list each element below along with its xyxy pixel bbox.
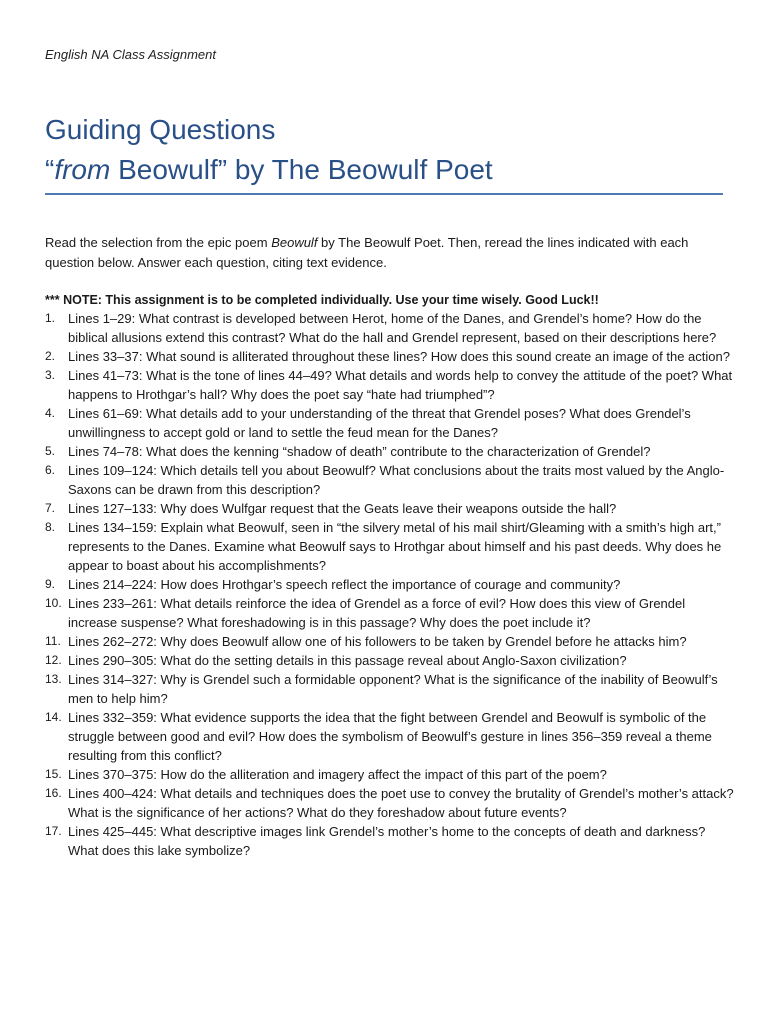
intro-poem-title: Beowulf [271,235,318,250]
question-item [45,366,735,404]
question-text: Lines 233–261: What details reinforce the idea of Grendel as a force of evil? How does this view of Grendel increase suspense? What foreshadowing is in this passage? Why does the poet include it? [68,596,686,630]
question-number: 5. [45,444,56,458]
question-item [45,309,735,347]
question-text: Lines 214–224: How does Hrothgar’s speech reflect the importance of courage and community? [68,577,621,592]
question-text: Lines 134–159: Explain what Beowulf, seen in “the silvery metal of his mail shirt/Gleaming with a smith’s high art,” represents to the Danes. Examine what Beowulf says to Hrothgar about himself and his past deeds. Why does he appear to boast about his accomplishments? [68,520,722,573]
question-item [45,347,735,366]
class-header: English NA Class Assignment [45,47,216,62]
page-title [45,110,723,190]
title-open-quote: “ [45,154,55,185]
question-list [45,309,735,860]
question-item [45,461,735,499]
question-item [45,499,735,518]
question-number: 10. [45,596,62,610]
intro-paragraph [45,233,735,272]
question-item [45,784,735,822]
intro-text-2: by The Beowulf Poet. Then, reread the lines indicated with each question below. Answer each question, citing text evidence. [45,235,689,270]
question-text: Lines 33–37: What sound is alliterated throughout these lines? How does this sound create an image of the action? [68,349,730,364]
question-item [45,518,735,575]
question-text: Lines 1–29: What contrast is developed between Herot, home of the Danes, and Grendel’s home? How do the biblical allusions extend this contrast? What do the hall and Grendel represent, based on their descriptions here? [68,311,717,345]
question-text: Lines 425–445: What descriptive images link Grendel’s mother’s home to the concepts of death and darkness? What does this lake symbolize? [68,824,706,858]
question-text: Lines 400–424: What details and techniques does the poet use to convey the brutality of Grendel’s mother’s attack? What is the significance of her actions? What do they foreshadow about future events? [68,786,734,820]
question-number: 4. [45,406,56,420]
question-number: 11. [45,634,61,648]
question-item [45,632,735,651]
title-divider [45,193,723,195]
question-text: Lines 370–375: How do the alliteration and imagery affect the impact of this part of the poem? [68,767,607,782]
question-text: Lines 314–327: Why is Grendel such a formidable opponent? What is the significance of the inability of Beowulf’s men to help him? [68,672,718,706]
question-text: Lines 61–69: What details add to your understanding of the threat that Grendel poses? What does Grendel’s unwillingness to accept gold or land to settle the feud mean for the Danes? [68,406,691,440]
question-item [45,822,735,860]
question-number: 1. [45,311,56,325]
question-text: Lines 262–272: Why does Beowulf allow one of his followers to be taken by Grendel before he attacks him? [68,634,687,649]
question-number: 6. [45,463,56,477]
question-item [45,575,735,594]
question-item [45,670,735,708]
question-item [45,442,735,461]
question-number: 13. [45,672,62,686]
question-item [45,765,735,784]
assignment-note: *** NOTE: This assignment is to be completed individually. Use your time wisely. Good Luck!! [45,293,599,307]
question-number: 2. [45,349,56,363]
title-line-1: Guiding Questions [45,114,276,145]
question-item [45,708,735,765]
question-number: 3. [45,368,56,382]
question-number: 14. [45,710,62,724]
question-text: Lines 41–73: What is the tone of lines 44–49? What details and words help to convey the attitude of the poet? What happens to Hrothgar’s hall? Why does the poet say “hate had triumphed”? [68,368,733,402]
question-item [45,404,735,442]
title-line-2-rest: Beowulf” by The Beowulf Poet [110,154,493,185]
title-from-word: from [54,154,111,185]
question-number: 16. [45,786,62,800]
question-number: 8. [45,520,56,534]
question-number: 12. [45,653,62,667]
question-text: Lines 332–359: What evidence supports the idea that the fight between Grendel and Beowulf is symbolic of the struggle between good and evil? How does the symbolism of Beowulf’s gesture in lines 356–359 reveal a theme resulting from this conflict? [68,710,712,763]
question-item [45,594,735,632]
question-number: 17. [45,824,62,838]
question-text: Lines 109–124: Which details tell you about Beowulf? What conclusions about the traits most valued by the Anglo-Saxons can be drawn from this description? [68,463,725,497]
question-text: Lines 127–133: Why does Wulfgar request that the Geats leave their weapons outside the hall? [68,501,617,516]
question-number: 9. [45,577,56,591]
question-number: 15. [45,767,62,781]
question-item [45,651,735,670]
question-text: Lines 74–78: What does the kenning “shadow of death” contribute to the characterization of Grendel? [68,444,651,459]
question-number: 7. [45,501,56,515]
question-text: Lines 290–305: What do the setting details in this passage reveal about Anglo-Saxon civilization? [68,653,627,668]
intro-text-1: Read the selection from the epic poem [45,235,272,250]
title-line-2 [45,150,723,190]
